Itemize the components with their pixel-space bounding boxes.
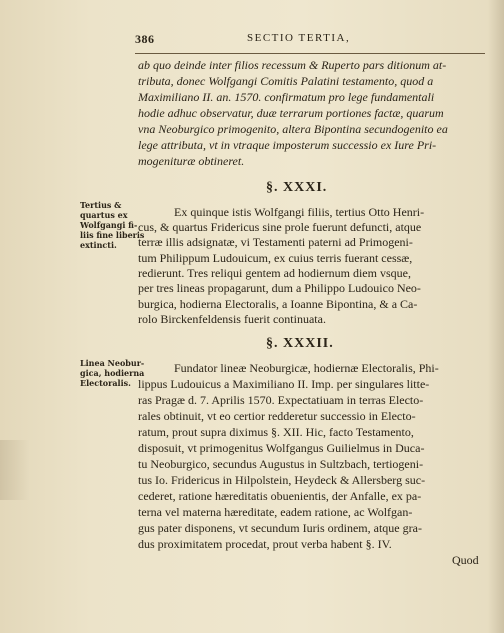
text-line: Ex quinque istis Wolfgangi filiis, tertius Otto Henri-	[174, 205, 425, 219]
section-heading-32: §. XXXII.	[266, 336, 334, 351]
text-line: rales obtinuit, vt eo certior redderetur successio in Electo-	[138, 409, 416, 423]
text-line: cederet, ratione hæreditatis obuenientis, der Anfalle, ex pa-	[138, 489, 422, 503]
margin-line: quartus ex	[80, 210, 128, 220]
text-line: tum Philippum Ludouicum, ex cuius terris fuerant cessæ,	[138, 251, 413, 265]
header-rule	[135, 53, 485, 54]
text-line: Maximiliano II. an. 1570. confirmatum pro lege fundamentali	[138, 90, 435, 104]
margin-line: liis fine liberis	[80, 230, 145, 240]
text-line: cus, & quartus Fridericus sine prole fuerunt defuncti, atque	[138, 220, 422, 234]
text-line: terna vel materna hæreditate, eadem ratione, ac Wolfgan-	[138, 505, 413, 519]
text-line: tu Neoburgico, secundus Augustus in Sultzbach, tertiogeni-	[138, 457, 424, 471]
text-line: vna Neoburgico primogenito, altera Bipontina secundogenito ea	[138, 122, 448, 136]
text-line: ratum, prout supra diximus §. XII. Hic, facto Testamento,	[138, 425, 414, 439]
text-line: burgica, hodierna Electoralis, a Ioanne Bipontina, & a Ca-	[138, 297, 418, 311]
text-line: lege attributa, vt in vtraque imposterum successio ex Iure Pri-	[138, 138, 437, 152]
text-line: ras Pragæ d. 7. Aprilis 1570. Expectatiuam in terras Electo-	[138, 393, 424, 407]
text-line: gus pater disponens, vt secundum Iuris ordinem, atque gra-	[138, 521, 422, 535]
margin-line: Linea Neobur-	[80, 358, 145, 368]
text-line: lippus Ludouicus a Maximiliano II. Imp. per singulares litte-	[138, 377, 430, 391]
text-line: tus Io. Fridericus in Hilpolstein, Heydeck & Allersberg suc-	[138, 473, 426, 487]
margin-line: Wolfgangi fi-	[80, 220, 138, 230]
margin-line: Electoralis.	[80, 378, 131, 388]
page-header	[135, 32, 435, 48]
text-line: ab quo deinde inter filios recessum & Ruperto pars ditionum at-	[138, 58, 447, 72]
text-line: per tres lineas propagarunt, dum a Philippo Ludouico Neo-	[138, 281, 421, 295]
show-through-shadow	[0, 440, 30, 500]
text-line: disposuit, vt primogenitus Wolfgangus Guilielmus in Duca-	[138, 441, 425, 455]
text-line: hodie adhuc observatur, duæ terrarum portiones factæ, quarum	[138, 106, 444, 120]
margin-line: Tertius &	[80, 200, 122, 210]
text-line: redierunt. Tres reliqui gentem ad hodiernum diem vsque,	[138, 266, 411, 280]
margin-line: extincti.	[80, 240, 117, 250]
page-number: 386	[135, 32, 155, 46]
text-line: Fundator lineæ Neoburgicæ, hodiernæ Electoralis, Phi-	[174, 361, 439, 375]
text-line: dus proximitatem procedat, prout verba habent §. IV.	[138, 537, 392, 551]
text-line: rolo Birckenfeldensis fuerit continuata.	[138, 312, 326, 326]
margin-line: gica, hodierna	[80, 368, 145, 378]
section-heading-31: §. XXXI.	[266, 180, 328, 195]
text-line: mogenituræ obtineret.	[138, 154, 245, 168]
text-line: terræ illis adsignatæ, vi Testamenti paterni ad Primogeni-	[138, 235, 413, 249]
page-fold-shadow	[488, 0, 504, 633]
catchword: Quod	[452, 553, 479, 567]
running-head: SECTIO TERTIA,	[247, 32, 351, 44]
text-line: tributa, donec Wolfgangi Comitis Palatini testamento, quod a	[138, 74, 434, 88]
